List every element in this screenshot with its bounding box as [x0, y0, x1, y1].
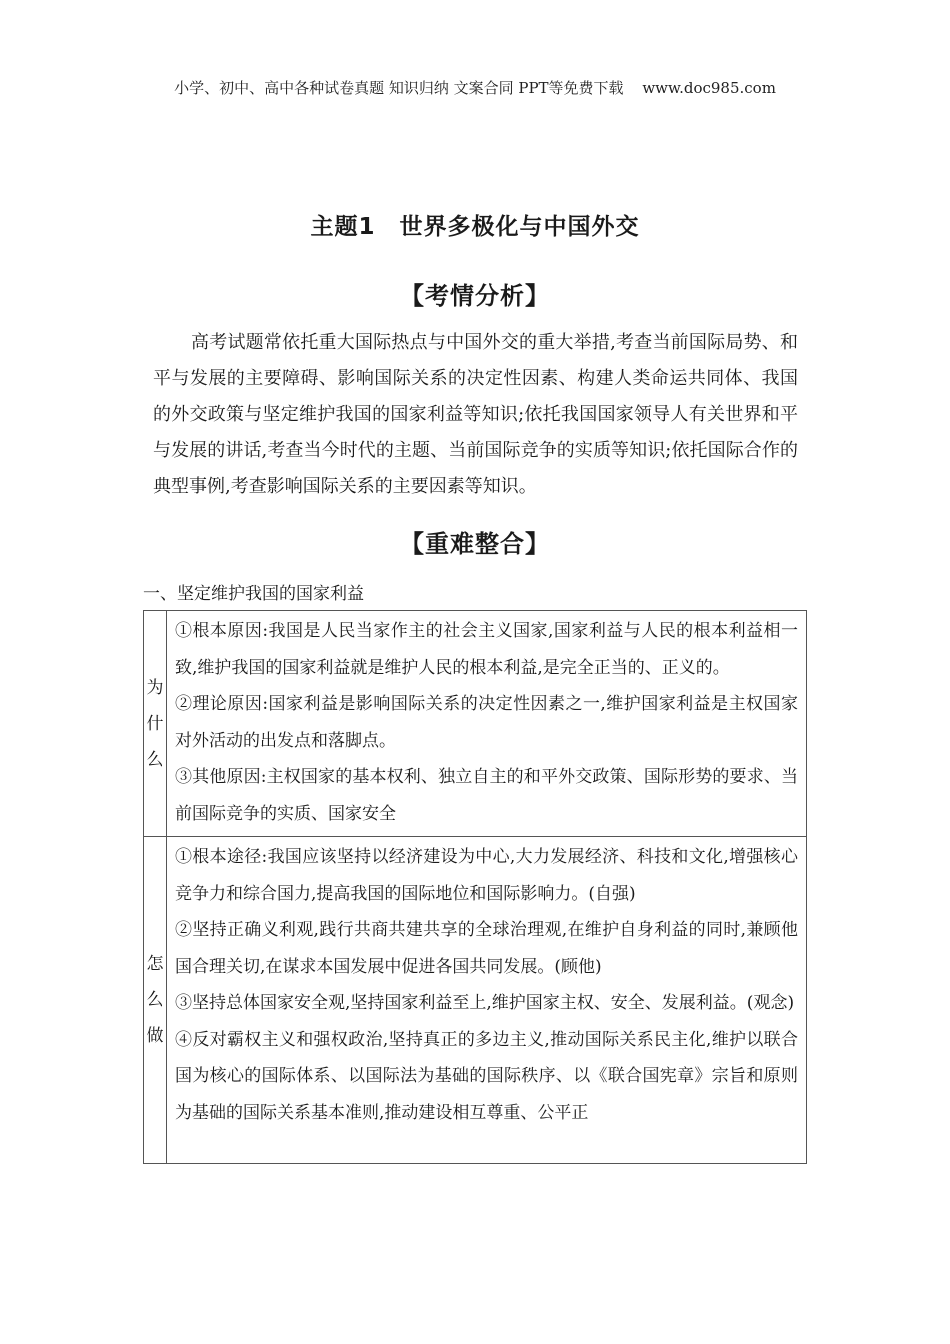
integration-heading: 【重难整合】 [400, 530, 550, 558]
national-interest-table [143, 610, 807, 1164]
header-tagline: 小学、初中、高中各种试卷真题 知识归纳 文案合同 PPT等免费下载 [174, 79, 624, 97]
row-content-how [167, 837, 807, 1164]
table-row-why [144, 611, 807, 837]
how-item: ②坚持正确义利观,践行共商共建共享的全球治理观,在维护自身利益的同时,兼顾他国合理关切,在谋求本国发展中促进各国共同发展。(顾他) [175, 920, 798, 977]
row-label-how [144, 837, 167, 1164]
analysis-heading: 【考情分析】 [400, 282, 550, 310]
row-label-char: 么 [146, 990, 164, 1010]
row-label-char: 做 [146, 1026, 164, 1046]
header-url[interactable]: www.doc985.com [642, 79, 776, 97]
why-item: ①根本原因:我国是人民当家作主的社会主义国家,国家利益与人民的根本利益相一致,维护我国的国家利益就是维护人民的根本利益,是完全正当的、正义的。 [175, 621, 798, 678]
row-label-why [144, 611, 167, 837]
why-item: ③其他原因:主权国家的基本权利、独立自主的和平外交政策、国际形势的要求、当前国际竞争的实质、国家安全 [175, 767, 798, 824]
how-item: ①根本途径:我国应该坚持以经济建设为中心,大力发展经济、科技和文化,增强核心竞争力和综合国力,提高我国的国际地位和国际影响力。(自强) [175, 847, 798, 904]
row-label-char: 什 [146, 713, 164, 734]
how-item: ③坚持总体国家安全观,坚持国家利益至上,维护国家主权、安全、发展利益。(观念) [175, 993, 795, 1013]
row-content-why [167, 611, 807, 837]
row-label-char: 怎 [146, 954, 164, 974]
analysis-paragraph: 高考试题常依托重大国际热点与中国外交的重大举措,考查当前国际局势、和平与发展的主要障碍、影响国际关系的决定性因素、构建人类命运共同体、我国的外交政策与坚定维护我国的国家利益等知识;依托我国国家领导人有关世界和平与发展的讲话,考查当今时代的主题、当前国际竞争的实质等知识;依托国际合作的典型事例,考查影响国际关系的主要因素等知识。 [153, 332, 798, 497]
row-label-char: 么 [146, 749, 164, 770]
page-header [0, 77, 950, 98]
table-row-how [144, 837, 807, 1164]
page-title: 主题1 世界多极化与中国外交 [310, 214, 640, 240]
part1-heading: 一、坚定维护我国的国家利益 [143, 584, 364, 604]
row-label-char: 为 [146, 677, 164, 698]
why-item: ②理论原因:国家利益是影响国际关系的决定性因素之一,维护国家利益是主权国家对外活动的出发点和落脚点。 [175, 694, 798, 751]
how-item: ④反对霸权主义和强权政治,坚持真正的多边主义,推动国际关系民主化,维护以联合国为核心的国际体系、以国际法为基础的国际秩序、以《联合国宪章》宗旨和原则为基础的国际关系基本准则,推动建设相互尊重、公平正 [175, 1029, 798, 1123]
